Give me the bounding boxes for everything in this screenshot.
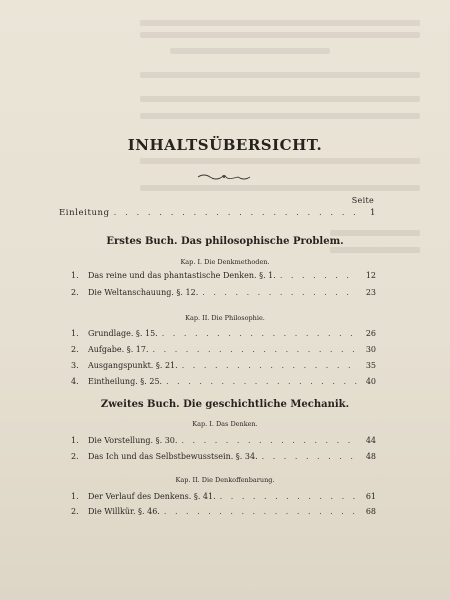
leader-dots bbox=[220, 492, 358, 501]
entry-page: 61 bbox=[365, 492, 376, 501]
entry-page: 40 bbox=[365, 377, 376, 386]
chapter-heading: Kap. II. Die Philosophie. bbox=[185, 314, 265, 322]
entry-page: 30 bbox=[365, 345, 376, 354]
entry-page: 26 bbox=[365, 329, 376, 338]
leader-dots bbox=[202, 288, 358, 297]
entry-number: 2. bbox=[71, 452, 79, 461]
entry-page: 12 bbox=[365, 271, 376, 280]
entry-number: 2. bbox=[71, 345, 79, 354]
leader-dots bbox=[182, 361, 358, 370]
toc-entry bbox=[71, 436, 376, 448]
entry-title: Aufgabe. §. 17. bbox=[88, 345, 149, 354]
entry-number: 1. bbox=[71, 492, 79, 501]
leader-dots bbox=[162, 329, 358, 338]
book-heading: Erstes Buch. Das philosophische Problem. bbox=[106, 236, 344, 247]
show-through-line bbox=[140, 113, 420, 119]
show-through-line bbox=[140, 158, 420, 164]
toc-entry bbox=[71, 452, 376, 464]
toc-entry bbox=[71, 377, 376, 389]
leader-dots bbox=[262, 452, 358, 461]
toc-entry bbox=[71, 507, 376, 519]
leader-dots bbox=[153, 345, 358, 354]
entry-title: Einleitung bbox=[59, 208, 110, 218]
entry-title: Die Willkür. §. 46. bbox=[88, 507, 160, 516]
entry-title: Das reine und das phantastische Denken. §. 1. bbox=[88, 271, 276, 280]
entry-title: Ausgangspunkt. §. 21. bbox=[88, 361, 178, 370]
entry-page: 23 bbox=[365, 288, 376, 297]
entry-title: Eintheilung. §. 25. bbox=[88, 377, 163, 386]
entry-number: 1. bbox=[71, 436, 79, 445]
entry-number: 2. bbox=[71, 288, 79, 297]
entry-title: Das Ich und das Selbstbewusstsein. §. 34. bbox=[88, 452, 258, 461]
entry-title: Grundlage. §. 15. bbox=[88, 329, 158, 338]
page-column-label: Seite bbox=[351, 196, 374, 205]
entry-page: 44 bbox=[365, 436, 376, 445]
toc-entry bbox=[71, 345, 376, 357]
toc-entry bbox=[71, 329, 376, 341]
entry-title: Die Vorstellung. §. 30. bbox=[88, 436, 178, 445]
ornament-flourish bbox=[196, 172, 252, 182]
entry-page: 68 bbox=[365, 507, 376, 516]
toc-entry bbox=[71, 492, 376, 504]
entry-number: 3. bbox=[71, 361, 79, 370]
leader-dots bbox=[280, 271, 358, 280]
show-through-line bbox=[170, 48, 330, 54]
chapter-heading: Kap. I. Die Denkmethoden. bbox=[180, 258, 270, 266]
entry-number: 1. bbox=[71, 329, 79, 338]
show-through-line bbox=[140, 20, 420, 26]
entry-number: 4. bbox=[71, 377, 79, 386]
toc-entry bbox=[71, 271, 376, 283]
chapter-heading: Kap. II. Die Denkoffenbarung. bbox=[175, 476, 275, 484]
show-through-line bbox=[140, 96, 420, 102]
leader-dots bbox=[181, 436, 358, 445]
entry-page: 1 bbox=[369, 208, 376, 218]
page-title: INHALTSÜBERSICHT. bbox=[127, 136, 323, 154]
leader-dots bbox=[114, 208, 358, 218]
entry-page: 48 bbox=[365, 452, 376, 461]
book-heading: Zweites Buch. Die geschichtliche Mechanik. bbox=[100, 399, 350, 410]
entry-page: 35 bbox=[365, 361, 376, 370]
entry-title: Der Verlauf des Denkens. §. 41. bbox=[88, 492, 216, 501]
toc-entry bbox=[71, 288, 376, 300]
entry-number: 2. bbox=[71, 507, 79, 516]
show-through-line bbox=[140, 72, 420, 78]
entry-title: Die Weltanschauung. §. 12. bbox=[88, 288, 199, 297]
show-through-line bbox=[140, 32, 420, 38]
toc-entry bbox=[71, 361, 376, 373]
chapter-heading: Kap. I. Das Denken. bbox=[192, 420, 258, 428]
leader-dots bbox=[164, 507, 358, 516]
show-through-line bbox=[330, 247, 420, 253]
toc-entry-einleitung bbox=[59, 208, 376, 220]
leader-dots bbox=[166, 377, 358, 386]
entry-number: 1. bbox=[71, 271, 79, 280]
show-through-line bbox=[140, 185, 420, 191]
